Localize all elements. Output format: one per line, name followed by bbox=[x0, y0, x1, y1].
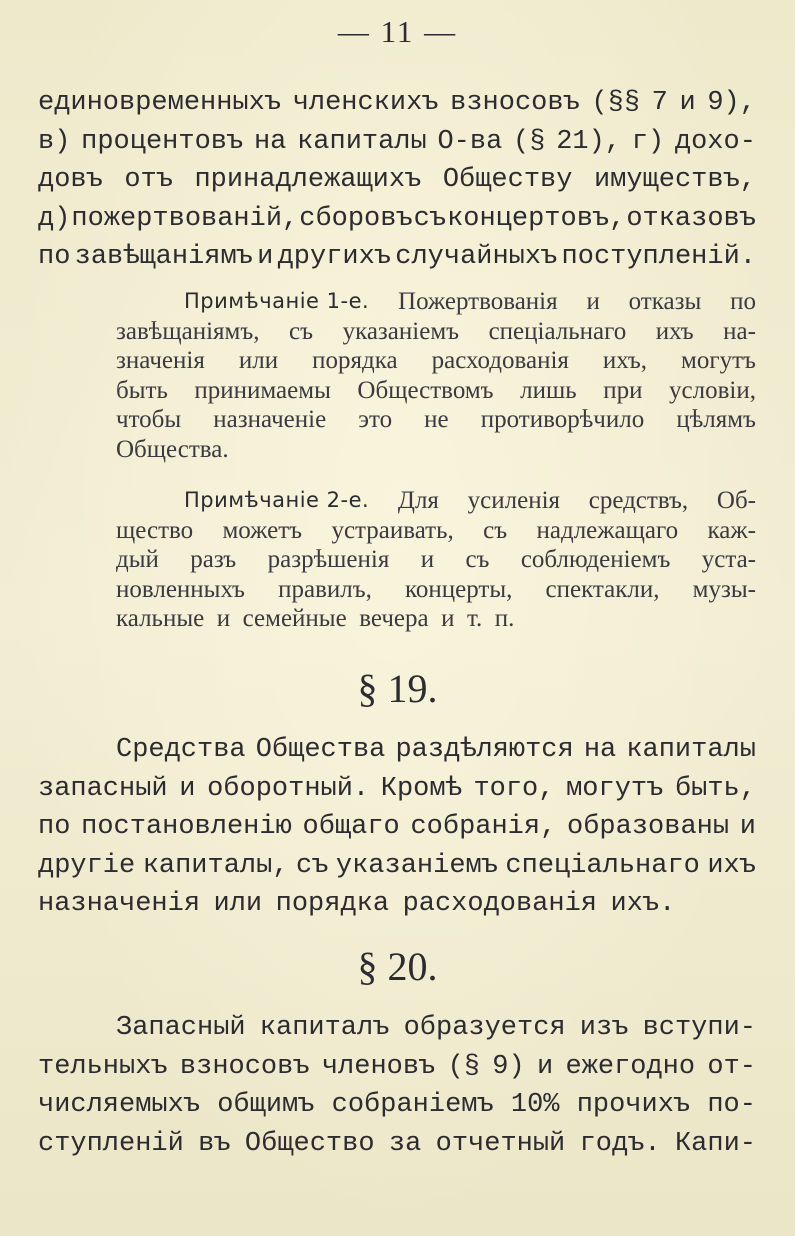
word: быть, bbox=[674, 773, 756, 804]
word: Об- bbox=[716, 487, 756, 514]
word: расходованія bbox=[402, 889, 597, 919]
word: вечера bbox=[359, 605, 429, 632]
word: завѣщаніямъ bbox=[74, 242, 253, 272]
word: взносовъ bbox=[179, 1051, 310, 1082]
word: 9) bbox=[492, 1051, 525, 1082]
word: от- bbox=[707, 1051, 756, 1082]
word: и bbox=[441, 605, 455, 632]
word: Запасный bbox=[116, 1013, 246, 1043]
text-line bbox=[116, 346, 756, 376]
word: семейные bbox=[242, 605, 347, 632]
word: Для bbox=[397, 487, 439, 514]
word: по- bbox=[707, 1090, 756, 1120]
word: капиталы, bbox=[142, 850, 289, 881]
word: съ bbox=[465, 546, 490, 573]
word: или bbox=[238, 347, 279, 374]
word: довъ bbox=[38, 165, 103, 195]
word: съ bbox=[413, 203, 447, 234]
word: вступи- bbox=[642, 1013, 756, 1043]
word: 9), bbox=[707, 88, 756, 118]
word: ежегодно bbox=[565, 1051, 696, 1082]
word: новленныхъ bbox=[116, 575, 245, 603]
word: другіе bbox=[38, 850, 136, 881]
word: съ bbox=[289, 317, 314, 345]
word: и bbox=[739, 812, 756, 842]
text-line bbox=[116, 516, 756, 546]
word: усиленія bbox=[467, 487, 561, 514]
word: кальные bbox=[116, 605, 205, 632]
word: могутъ bbox=[566, 773, 664, 804]
text-line bbox=[38, 808, 756, 847]
word: общаго bbox=[302, 812, 400, 842]
word: Пожертвованія bbox=[398, 288, 558, 315]
text-line bbox=[38, 731, 756, 770]
word: уста- bbox=[701, 546, 756, 573]
word: Обществомъ bbox=[357, 376, 494, 404]
word: это bbox=[358, 406, 393, 433]
word: соблюденіемъ bbox=[520, 546, 671, 573]
section-19-body bbox=[38, 731, 756, 924]
word: концертовъ, bbox=[447, 203, 626, 234]
word: назначенія bbox=[38, 889, 201, 919]
word: единовременныхъ bbox=[38, 88, 282, 118]
word: завѣщаніямъ, bbox=[116, 317, 260, 345]
word: 21), bbox=[556, 126, 621, 157]
word: ихъ. bbox=[610, 889, 676, 919]
word: и bbox=[586, 288, 600, 315]
word: отказовъ bbox=[626, 203, 756, 234]
text-line bbox=[116, 486, 756, 516]
word: по bbox=[730, 288, 756, 315]
word: числяемыхъ bbox=[38, 1090, 201, 1120]
word: ихъ, bbox=[602, 347, 648, 374]
word: средствъ, bbox=[588, 487, 689, 514]
word: собранія, bbox=[410, 812, 557, 842]
word: образованы bbox=[567, 812, 730, 842]
text-line bbox=[38, 885, 756, 924]
text-line bbox=[116, 376, 756, 406]
word: по bbox=[38, 812, 71, 842]
word: Средства bbox=[116, 735, 246, 765]
text-line bbox=[116, 575, 756, 605]
word: другихъ bbox=[277, 242, 392, 272]
word: въ bbox=[198, 1128, 231, 1159]
word: г) bbox=[631, 126, 665, 157]
word: отказы bbox=[628, 288, 702, 315]
word: пожертвованій, bbox=[71, 203, 299, 234]
word: по bbox=[38, 242, 71, 272]
word: 10% bbox=[510, 1090, 560, 1120]
word: прочихъ bbox=[576, 1090, 691, 1120]
word: Общества bbox=[255, 735, 386, 765]
word: быть bbox=[116, 376, 168, 404]
word: можетъ bbox=[222, 516, 303, 544]
word: Капи- bbox=[674, 1128, 756, 1159]
word: назначеніе bbox=[213, 406, 327, 433]
word: музы- bbox=[692, 575, 756, 603]
word: концерты, bbox=[405, 575, 513, 603]
word: тельныхъ bbox=[38, 1051, 168, 1082]
text-line bbox=[116, 287, 756, 317]
word: могутъ bbox=[681, 347, 756, 374]
word: Обществу bbox=[442, 165, 573, 195]
word: дый bbox=[116, 546, 159, 573]
word: на- bbox=[723, 317, 756, 345]
word: отъ bbox=[124, 165, 173, 195]
text-line bbox=[38, 123, 756, 162]
word: процентовъ bbox=[81, 126, 244, 157]
text-line bbox=[38, 161, 756, 200]
word: д) bbox=[38, 203, 71, 234]
note-label: Примѣчаніе 1-е. bbox=[184, 289, 370, 313]
word: 7 bbox=[651, 88, 668, 118]
word: изъ bbox=[579, 1013, 629, 1043]
page-number: — 11 — bbox=[337, 14, 458, 49]
word: капиталы bbox=[297, 126, 427, 157]
word: каж- bbox=[707, 516, 756, 544]
text-line bbox=[116, 405, 756, 435]
word: дохо- bbox=[674, 126, 756, 157]
text-line bbox=[38, 1009, 756, 1048]
word: раздѣляются bbox=[395, 735, 574, 765]
text-line bbox=[38, 1125, 756, 1164]
word: разъ bbox=[190, 546, 237, 573]
word: и bbox=[257, 242, 274, 272]
word: принадлежащихъ bbox=[194, 165, 422, 195]
word: порядка bbox=[312, 347, 398, 374]
word: собраніемъ bbox=[331, 1090, 494, 1120]
word: Кромѣ bbox=[380, 773, 462, 804]
word: расходованія bbox=[431, 347, 569, 374]
word: отчетный bbox=[435, 1128, 566, 1159]
note-1 bbox=[116, 287, 756, 464]
text-line bbox=[116, 435, 756, 465]
word: Общества. bbox=[116, 435, 229, 463]
word: общимъ bbox=[217, 1090, 315, 1120]
word: имуществъ, bbox=[593, 165, 756, 195]
word: надлежащаго bbox=[536, 516, 679, 544]
text-line bbox=[116, 604, 756, 634]
word: ихъ bbox=[707, 850, 756, 881]
word: лишь bbox=[520, 376, 577, 404]
word: съ bbox=[483, 516, 508, 544]
word: и bbox=[420, 546, 435, 573]
word: спеціальнаго bbox=[488, 317, 627, 345]
word: цѣлямъ bbox=[676, 406, 756, 433]
word: на bbox=[253, 126, 287, 157]
word: не bbox=[424, 406, 449, 433]
text-line bbox=[38, 238, 756, 277]
word: т. bbox=[467, 605, 483, 632]
word: (§ bbox=[513, 126, 546, 157]
section-20-body bbox=[38, 1009, 756, 1163]
section-19-heading: § 19. bbox=[357, 666, 438, 711]
word: и bbox=[179, 773, 196, 804]
word: за bbox=[388, 1128, 422, 1159]
word: ихъ bbox=[655, 317, 694, 345]
word: в) bbox=[38, 126, 71, 157]
word: О-ва bbox=[437, 126, 503, 157]
word: спектакли, bbox=[545, 575, 660, 603]
word: того, bbox=[473, 773, 555, 804]
word: случайныхъ bbox=[395, 242, 558, 272]
word: противорѣчило bbox=[480, 406, 645, 433]
word: поступленій. bbox=[561, 242, 756, 272]
word: или bbox=[213, 889, 263, 919]
word: при bbox=[603, 376, 643, 404]
text-line bbox=[38, 1086, 756, 1125]
text-line bbox=[38, 84, 756, 123]
word: принимаемы bbox=[194, 376, 331, 404]
note-label: Примѣчаніе 2-е. bbox=[184, 488, 370, 512]
word: устраивать, bbox=[331, 516, 454, 544]
word: щество bbox=[116, 516, 194, 544]
word: членскихъ bbox=[292, 88, 439, 118]
word: порядка bbox=[275, 889, 390, 919]
word: правилъ, bbox=[278, 575, 372, 603]
word: (§ bbox=[447, 1051, 480, 1082]
word: (§§ bbox=[591, 88, 641, 118]
text-line bbox=[38, 200, 756, 239]
word: капиталъ bbox=[259, 1013, 390, 1043]
word: указаніемъ bbox=[335, 850, 498, 881]
word: образуется bbox=[403, 1013, 566, 1043]
paragraph-1 bbox=[38, 84, 756, 277]
note-2 bbox=[116, 486, 756, 634]
word: сборовъ bbox=[299, 203, 413, 234]
text-line bbox=[38, 1048, 756, 1087]
word: указаніемъ bbox=[342, 317, 460, 345]
word: постановленію bbox=[81, 812, 292, 842]
text-line bbox=[116, 317, 756, 347]
word: и bbox=[216, 605, 231, 632]
word: ступленій bbox=[38, 1128, 184, 1159]
word: п. bbox=[494, 605, 515, 632]
word: оборотный. bbox=[207, 773, 370, 804]
word: годъ. bbox=[579, 1128, 661, 1159]
word: спеціальнаго bbox=[505, 850, 700, 881]
word: взносовъ bbox=[450, 88, 580, 118]
word: капиталы bbox=[626, 735, 756, 765]
word: съ bbox=[296, 850, 329, 881]
text-line bbox=[38, 847, 756, 886]
word: чтобы bbox=[116, 406, 182, 433]
word: условіи, bbox=[669, 376, 756, 404]
word: разрѣшенія bbox=[267, 546, 390, 573]
word: запасный bbox=[38, 773, 168, 804]
word: членовъ bbox=[321, 1051, 436, 1082]
text-line bbox=[38, 770, 756, 809]
word: на bbox=[583, 735, 617, 765]
text-line bbox=[116, 545, 756, 575]
word: и bbox=[536, 1051, 554, 1082]
word: Общество bbox=[244, 1128, 375, 1159]
word: значенія bbox=[116, 347, 205, 374]
section-20-heading: § 20. bbox=[357, 944, 438, 989]
word: и bbox=[679, 88, 696, 118]
